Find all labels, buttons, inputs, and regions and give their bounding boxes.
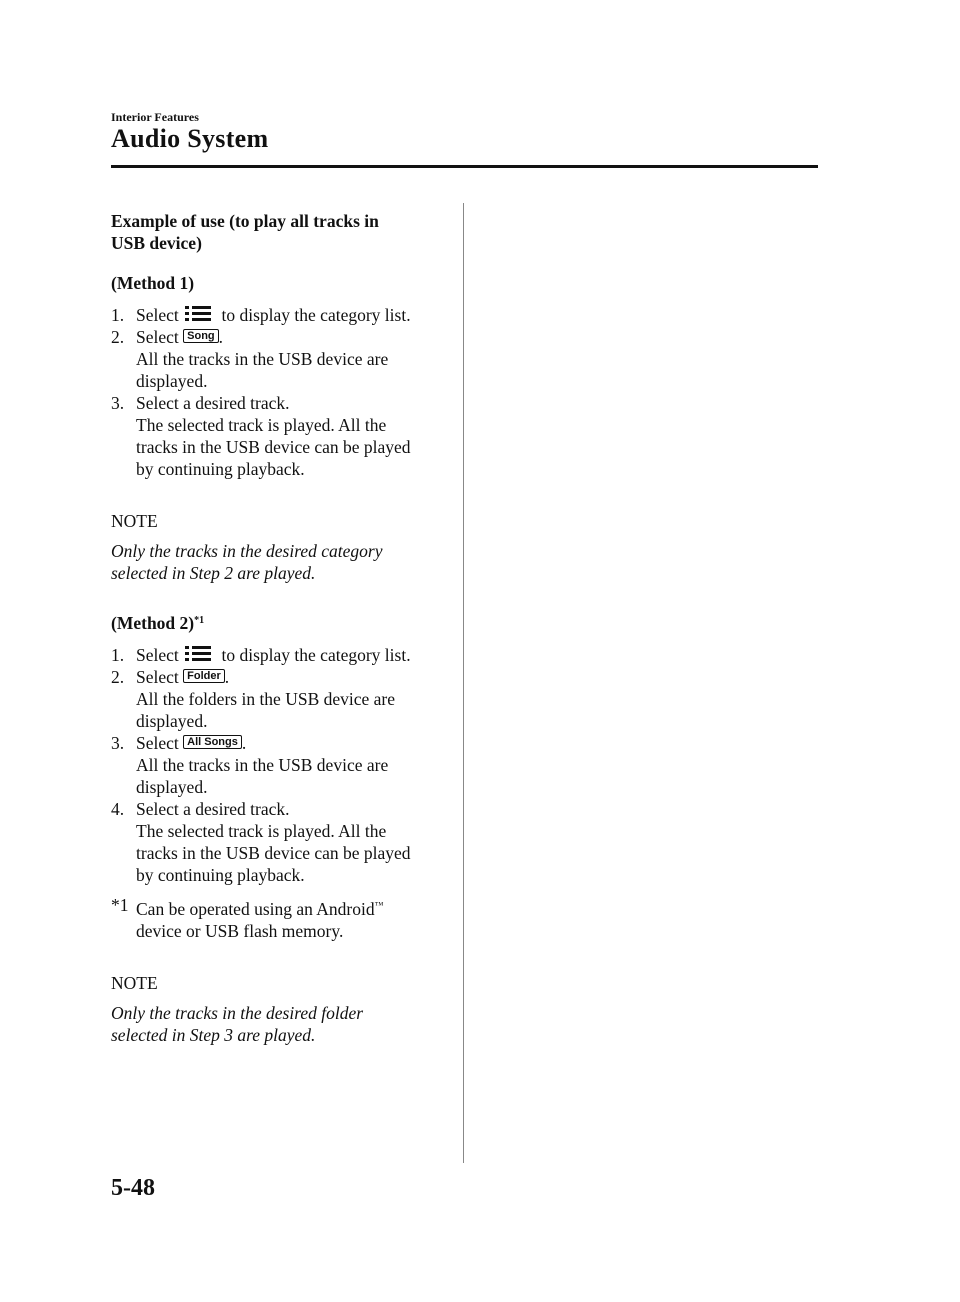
method2-step-3 (111, 732, 451, 754)
method1-step-1 (111, 304, 451, 326)
step-text: Select (136, 327, 179, 347)
step-text: . (224, 667, 230, 687)
step-number: 3. (111, 393, 125, 413)
footnote (111, 894, 451, 942)
method1-step-3-detail (111, 414, 451, 480)
column-divider (463, 203, 464, 1163)
footnote-text: Can be operated using an Android (136, 898, 375, 919)
list-icon (185, 305, 213, 323)
folder-button: Folder (183, 669, 225, 683)
note-title: NOTE (111, 511, 158, 531)
method2-step-4-detail (111, 820, 451, 886)
trademark-symbol: ™ (374, 900, 384, 910)
detail-line: displayed. (136, 371, 208, 391)
page-number: 5-48 (111, 1175, 155, 1201)
method-1-title: (Method 1) (111, 273, 195, 293)
method2-step-4 (111, 798, 451, 820)
page-title: Audio System (111, 124, 269, 153)
step-text: Select (136, 733, 179, 753)
step-number: 3. (111, 733, 125, 753)
method2-step-3-detail (111, 754, 451, 798)
step-number: 1. (111, 305, 125, 325)
note-title: NOTE (111, 972, 158, 993)
list-icon (185, 645, 213, 663)
note-body (111, 1002, 451, 1046)
step-number: 2. (111, 667, 125, 687)
step-text: to display the category list. (221, 305, 411, 325)
song-button: Song (183, 329, 219, 343)
detail-line: tracks in the USB device can be played (136, 843, 411, 863)
step-text: Select (136, 667, 179, 687)
heading-line: Example of use (to play all tracks in (111, 211, 379, 231)
detail-line: The selected track is played. All the (136, 821, 387, 841)
step-text: Select (136, 645, 179, 665)
method1-step-2-detail (111, 348, 451, 392)
footnote-text: device or USB flash memory. (136, 920, 344, 941)
detail-line: All the tracks in the USB device are (136, 755, 389, 775)
method2-step-2 (111, 666, 451, 688)
step-number: 4. (111, 799, 125, 819)
step-text: to display the category list. (221, 645, 411, 665)
note-line: selected in Step 2 are played. (111, 563, 316, 583)
step-number: 2. (111, 327, 125, 347)
note-line: Only the tracks in the desired folder (111, 1002, 364, 1023)
detail-line: The selected track is played. All the (136, 415, 387, 435)
method1-step-2 (111, 326, 451, 348)
example-heading (111, 210, 451, 254)
detail-line: displayed. (136, 711, 208, 731)
detail-line: tracks in the USB device can be played (136, 437, 411, 457)
all-songs-button: All Songs (183, 735, 242, 749)
main-column (111, 210, 451, 1046)
step-text: . (241, 733, 247, 753)
section-label: Interior Features (111, 110, 199, 124)
note-line: selected in Step 3 are played. (111, 1024, 316, 1045)
note-body (111, 540, 451, 584)
step-number: 1. (111, 645, 125, 665)
detail-line: All the folders in the USB device are (136, 689, 396, 709)
heading-line: USB device) (111, 233, 202, 253)
detail-line: by continuing playback. (136, 865, 305, 885)
footnote-number: *1 (111, 895, 129, 915)
method-title-text: (Method 2) (111, 613, 195, 633)
step-text: . (218, 327, 224, 347)
footnote-marker: *1 (194, 615, 205, 626)
title-rule (111, 165, 818, 168)
method2-step-1 (111, 644, 451, 666)
note-line: Only the tracks in the desired category (111, 541, 383, 561)
detail-line: All the tracks in the USB device are (136, 349, 389, 369)
detail-line: displayed. (136, 777, 208, 797)
step-text: Select a desired track. (136, 799, 290, 819)
step-text: Select a desired track. (136, 393, 290, 413)
method-2-title (111, 612, 451, 634)
method1-step-3 (111, 392, 451, 414)
detail-line: by continuing playback. (136, 459, 305, 479)
method2-step-2-detail (111, 688, 451, 732)
step-text: Select (136, 305, 179, 325)
